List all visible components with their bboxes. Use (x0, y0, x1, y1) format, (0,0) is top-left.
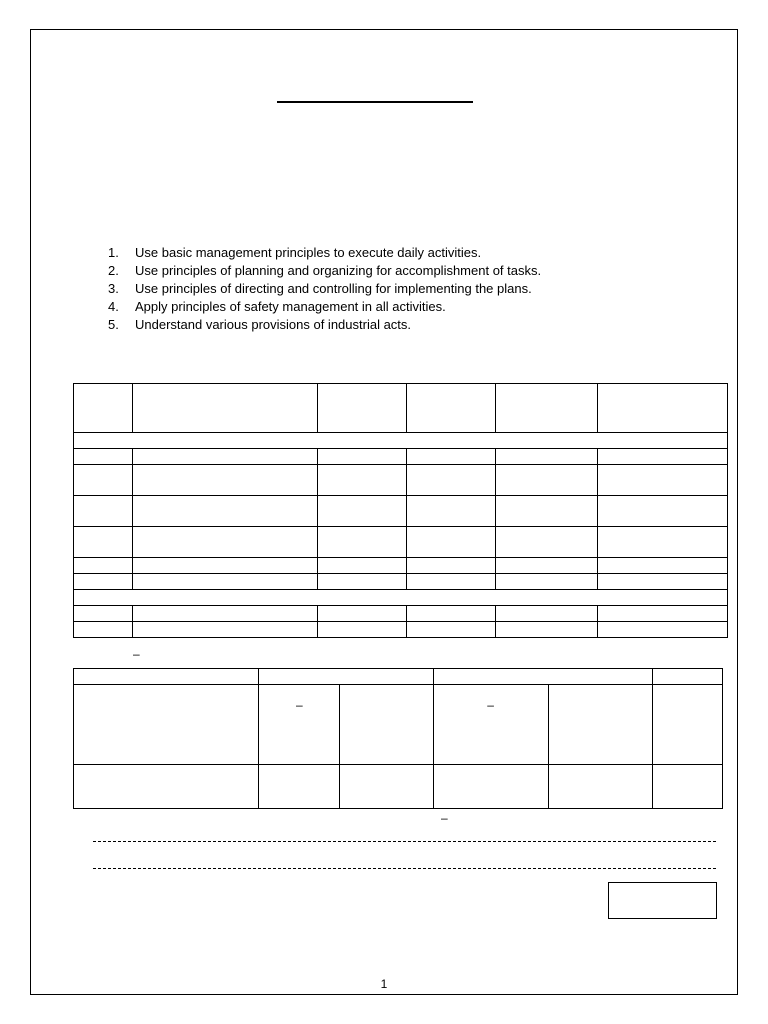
table-cell (496, 574, 598, 590)
table-cell (317, 449, 407, 465)
table-cell (259, 685, 340, 765)
table-cell (407, 465, 496, 496)
table-row (74, 558, 728, 574)
table-cell (74, 685, 259, 765)
table-cell (407, 622, 496, 638)
table-cell (496, 496, 598, 527)
item-text: Use principles of planning and organizing for accomplishment of tasks. (135, 263, 542, 278)
marks-table (73, 668, 723, 809)
course-outcomes-list (108, 244, 541, 334)
table-cell (74, 496, 133, 527)
table-cell (407, 384, 496, 433)
list-item (108, 244, 541, 262)
table-cell (74, 590, 728, 606)
table-cell (598, 449, 728, 465)
table-cell (598, 527, 728, 558)
table-cell (598, 606, 728, 622)
table-cell (132, 449, 317, 465)
table-cell (74, 449, 133, 465)
table-header-row (74, 669, 723, 685)
item-number: 5. (108, 317, 119, 332)
table-section-row (74, 433, 728, 449)
table-cell (132, 574, 317, 590)
item-number: 1. (108, 245, 119, 260)
table-cell (496, 465, 598, 496)
table-cell (496, 606, 598, 622)
table-cell (74, 527, 133, 558)
table-cell (132, 465, 317, 496)
table-cell (548, 765, 652, 809)
table-cell (407, 527, 496, 558)
table-header-row (74, 384, 728, 433)
table-cell (74, 384, 133, 433)
table-cell (74, 558, 133, 574)
table-cell (259, 765, 340, 809)
table-cell (317, 527, 407, 558)
table-cell (598, 384, 728, 433)
table-section-row (74, 590, 728, 606)
table-cell (132, 606, 317, 622)
table-cell (496, 527, 598, 558)
table-cell (74, 606, 133, 622)
table-row (74, 574, 728, 590)
table-cell (433, 669, 652, 685)
table-row (74, 527, 728, 558)
table-cell (433, 765, 548, 809)
scheme-table (73, 383, 728, 638)
item-text: Apply principles of safety management in all activities. (135, 299, 446, 314)
table-cell (496, 449, 598, 465)
dashed-line (93, 868, 716, 869)
dash-mark: – (296, 698, 303, 712)
table-cell (317, 496, 407, 527)
table-cell (132, 527, 317, 558)
list-item (108, 298, 541, 316)
table-cell (317, 574, 407, 590)
table-cell (259, 669, 433, 685)
table-cell (652, 685, 722, 765)
table-cell (652, 765, 722, 809)
list-item (108, 316, 541, 334)
table-row (74, 606, 728, 622)
table-cell (598, 622, 728, 638)
item-number: 2. (108, 263, 119, 278)
table-row (74, 765, 723, 809)
item-text: Use principles of directing and controlling for implementing the plans. (135, 281, 532, 296)
table-cell (407, 574, 496, 590)
list-item (108, 262, 541, 280)
table-cell (407, 606, 496, 622)
dash-mark: – (441, 811, 448, 825)
list-item (108, 280, 541, 298)
table-cell (340, 765, 433, 809)
table-cell (132, 558, 317, 574)
table-cell (407, 496, 496, 527)
table-cell (598, 465, 728, 496)
table-row (74, 622, 728, 638)
item-number: 3. (108, 281, 119, 296)
item-text: Understand various provisions of industrial acts. (135, 317, 412, 332)
table-cell (132, 622, 317, 638)
table-row (74, 496, 728, 527)
table-cell (496, 384, 598, 433)
table-row (74, 465, 728, 496)
table-row (74, 685, 723, 765)
table-cell (317, 558, 407, 574)
table-cell (317, 606, 407, 622)
table-cell (74, 622, 133, 638)
dashed-line (93, 841, 716, 842)
title-underline (277, 101, 473, 103)
table-cell (132, 384, 317, 433)
table-row (74, 449, 728, 465)
table-cell (74, 433, 728, 449)
table-cell (433, 685, 548, 765)
dash-mark: – (487, 698, 494, 712)
table-cell (652, 669, 722, 685)
table-cell (317, 384, 407, 433)
table-cell (74, 465, 133, 496)
table-cell (598, 558, 728, 574)
page-number: 1 (380, 977, 388, 991)
table-cell (496, 622, 598, 638)
table-cell (407, 558, 496, 574)
table-cell (132, 496, 317, 527)
table-cell (74, 669, 259, 685)
table-cell (340, 685, 433, 765)
dash-mark: – (133, 647, 140, 661)
table-cell (598, 496, 728, 527)
table-cell (317, 622, 407, 638)
table-cell (496, 558, 598, 574)
item-text: Use basic management principles to execute daily activities. (135, 245, 482, 260)
table-cell (74, 765, 259, 809)
table-cell (74, 574, 133, 590)
table-cell (317, 465, 407, 496)
table-cell (407, 449, 496, 465)
table-cell (548, 685, 652, 765)
empty-box (608, 882, 717, 919)
table-cell (598, 574, 728, 590)
item-number: 4. (108, 299, 119, 314)
